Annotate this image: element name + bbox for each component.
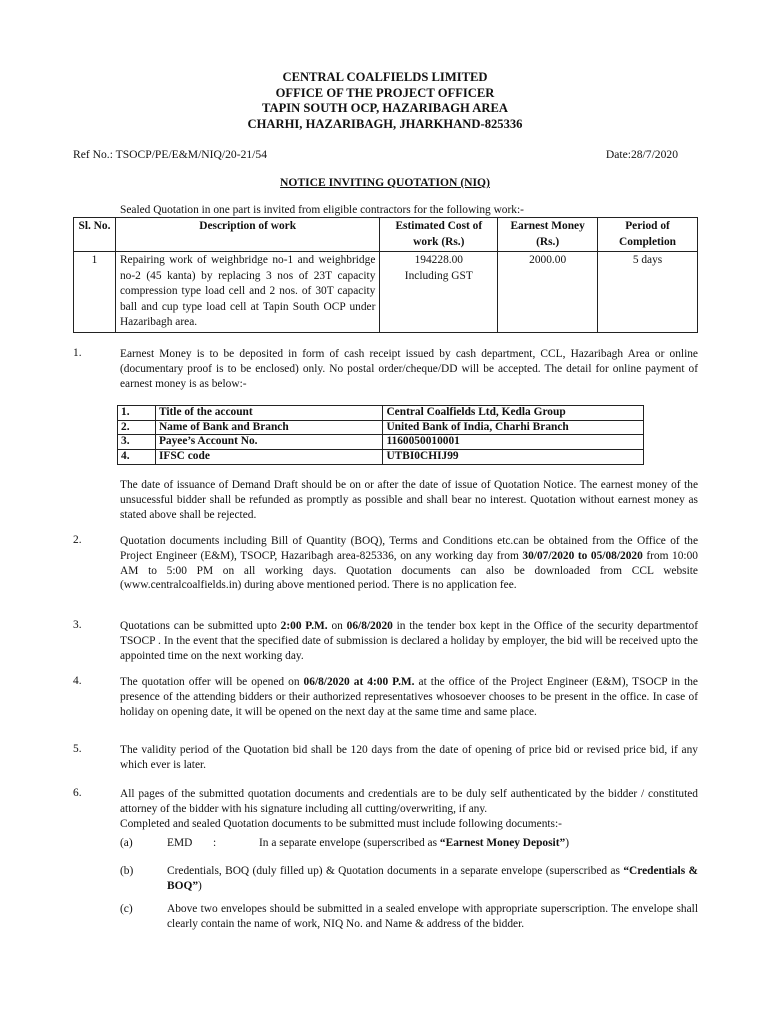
sub-b-bold: “Credentials & BOQ” (167, 865, 699, 892)
sub-a-end: ) (565, 837, 569, 849)
cell-period: 5 days (598, 252, 698, 333)
item-2-dates: 30/07/2020 to 05/08/2020 (522, 549, 643, 562)
sub-b-desc: Credentials, BOQ (duly filled up) & Quotation documents in a separate envelope (superscribed as (167, 865, 624, 877)
sub-b-label: (b) (120, 865, 134, 877)
area-name: TAPIN SOUTH OCP, HAZARIBAGH AREA (262, 101, 508, 115)
table-row (118, 420, 644, 435)
sub-a-bold: “Earnest Money Deposit” (439, 837, 566, 849)
document-date: Date:28/7/2020 (605, 148, 678, 161)
bank-row-label: Payee’s Account No. (155, 435, 383, 450)
item-number-1: 1. (73, 347, 82, 359)
sub-c-label: (c) (120, 903, 133, 915)
table-row (74, 252, 698, 333)
letterhead (0, 70, 770, 132)
bank-row-value: United Bank of India, Charhi Branch (383, 420, 644, 435)
bank-row-no: 3. (118, 435, 156, 450)
bank-row-value: 1160050010001 (383, 435, 644, 450)
item-number-3: 3. (73, 619, 82, 631)
item-1-text: Earnest Money is to be deposited in form of cash receipt issued by cash department, CCL, Hazaribagh Area or online (documentary proof is to be enclosed) only. No postal order/cheque/DD will be accepted. The detail for online payment of earnest money is as below:- (120, 348, 698, 390)
table-row (118, 435, 644, 450)
item-4-text (120, 675, 698, 719)
cost-note: Including GST (404, 269, 473, 282)
work-table-header (74, 218, 698, 252)
reference-number: Ref No.: TSOCP/PE/E&M/NIQ/20-21/54 (73, 148, 267, 161)
item-1-continued-text: The date of issuance of Demand Draft should be on or after the date of issue of Quotation Notice. The earnest money of the unsucessful bidder shall be refunded as promptly as possible and shall bear no interest. Quotation without earnest money as stated above shall be rejected. (120, 479, 698, 521)
table-row (118, 406, 644, 421)
item-4-opening: 06/8/2020 at 4:00 P.M. (303, 676, 415, 688)
bank-row-no: 2. (118, 420, 156, 435)
cell-earnest-money: 2000.00 (498, 252, 598, 333)
header-estimated-cost: Estimated Cost of work (Rs.) (380, 218, 498, 252)
sub-a-key: EMD (167, 837, 193, 849)
sub-a-desc: In a separate envelope (superscribed as (259, 837, 440, 849)
address: CHARHI, HAZARIBAGH, JHARKHAND-825336 (247, 116, 523, 131)
bank-row-label: IFSC code (155, 450, 383, 465)
cell-description: Repairing work of weighbridge no-1 and weighbridge no-2 (45 kanta) by replacing 3 nos of 23T capacity compression type load cell and 2 nos. of 30T capacity ball and cup type load cell at Tapin South OCP under Hazaribagh area. (115, 252, 379, 333)
header-period: Period of Completion (598, 218, 698, 252)
item-number-5: 5. (73, 743, 82, 755)
work-table (73, 217, 698, 333)
cell-estimated-cost (380, 252, 498, 333)
bank-row-value: Central Coalfields Ltd, Kedla Group (383, 406, 644, 421)
bank-row-no: 4. (118, 450, 156, 465)
item-2-text (120, 534, 698, 593)
item-number-4: 4. (73, 675, 82, 687)
bank-row-no: 1. (118, 406, 156, 421)
header-sl-no: Sl. No. (74, 218, 116, 252)
sub-a-text (259, 836, 569, 851)
item-3-part-a: Quotations can be submitted upto (120, 620, 281, 632)
item-number-6: 6. (73, 787, 82, 799)
item-6-part-a: All pages of the submitted quotation documents and credentials are to be duly self authenticated by the bidder / constituted attorney of the bidder with his signature including all cutting/overwriting, if any. (120, 788, 698, 815)
sub-b-text (167, 864, 698, 894)
item-2-part-c: from 10:00 AM to 5:00 PM on all working days. Quotation documents can also be downloaded from CCL website (www.centralcoalfields.in) during above mentioned period. There is no application fee. (120, 549, 698, 592)
item-3-text (120, 619, 698, 663)
item-4-part-c: at the office of the Project Engineer (E&M), TSOCP in the presence of the attending bidders or their authorized representatives whosoever chooses to be present in the office. In case of holiday on opening date, it will be opened on the next day at the same time and same place. (120, 676, 698, 718)
header-description: Description of work (115, 218, 379, 252)
item-3-part-e: in the tender box kept in the Office of the security departmentof TSOCP . In the event that the specified date of submission is declared a holiday by employer, the bid will be received upto the appointed time on the next working day. (120, 620, 699, 662)
item-3-time: 2:00 P.M. (280, 620, 328, 632)
sub-a-colon: : (213, 837, 217, 849)
intro-text: Sealed Quotation in one part is invited from eligible contractors for the following work:- (120, 204, 524, 216)
item-2-part-a: Quotation documents including Bill of Quantity (BOQ), Terms and Conditions etc.can be obtained from the Office of the Project Engineer (E&M), TSOCP, Hazaribagh area-825336, on any working day from (120, 535, 698, 562)
sub-a-label: (a) (120, 837, 133, 849)
bank-row-label: Name of Bank and Branch (155, 420, 383, 435)
company-name: CENTRAL COALFIELDS LIMITED (282, 70, 488, 84)
item-3-date: 06/8/2020 (346, 620, 393, 632)
notice-title: NOTICE INVITING QUOTATION (NIQ) (280, 176, 490, 189)
item-number-2: 2. (73, 534, 82, 546)
item-5-text: The validity period of the Quotation bid shall be 120 days from the date of opening of price bid or revised price bid, if any which ever is later. (120, 744, 698, 771)
bank-row-value: UTBI0CHIJ99 (383, 450, 644, 465)
header-earnest-money: Earnest Money (Rs.) (498, 218, 598, 252)
item-6-part-b: Completed and sealed Quotation documents to be submitted must include following documents:- (120, 817, 562, 830)
bank-row-label: Title of the account (155, 406, 383, 421)
table-row (118, 450, 644, 465)
sub-c-text: Above two envelopes should be submitted in a sealed envelope with appropriate superscription. The envelope shall clearly contain the name of work, NIQ No. and Name & address of the bidder. (167, 903, 698, 930)
cost-value: 194228.00 (414, 254, 464, 266)
office-name: OFFICE OF THE PROJECT OFFICER (275, 85, 495, 100)
item-4-part-a: The quotation offer will be opened on (120, 676, 304, 688)
sub-b-end: ) (198, 879, 202, 892)
item-3-part-c: on (327, 620, 347, 632)
item-6-text (120, 787, 698, 831)
cell-sl-no: 1 (74, 252, 116, 333)
bank-details-table (117, 405, 644, 465)
